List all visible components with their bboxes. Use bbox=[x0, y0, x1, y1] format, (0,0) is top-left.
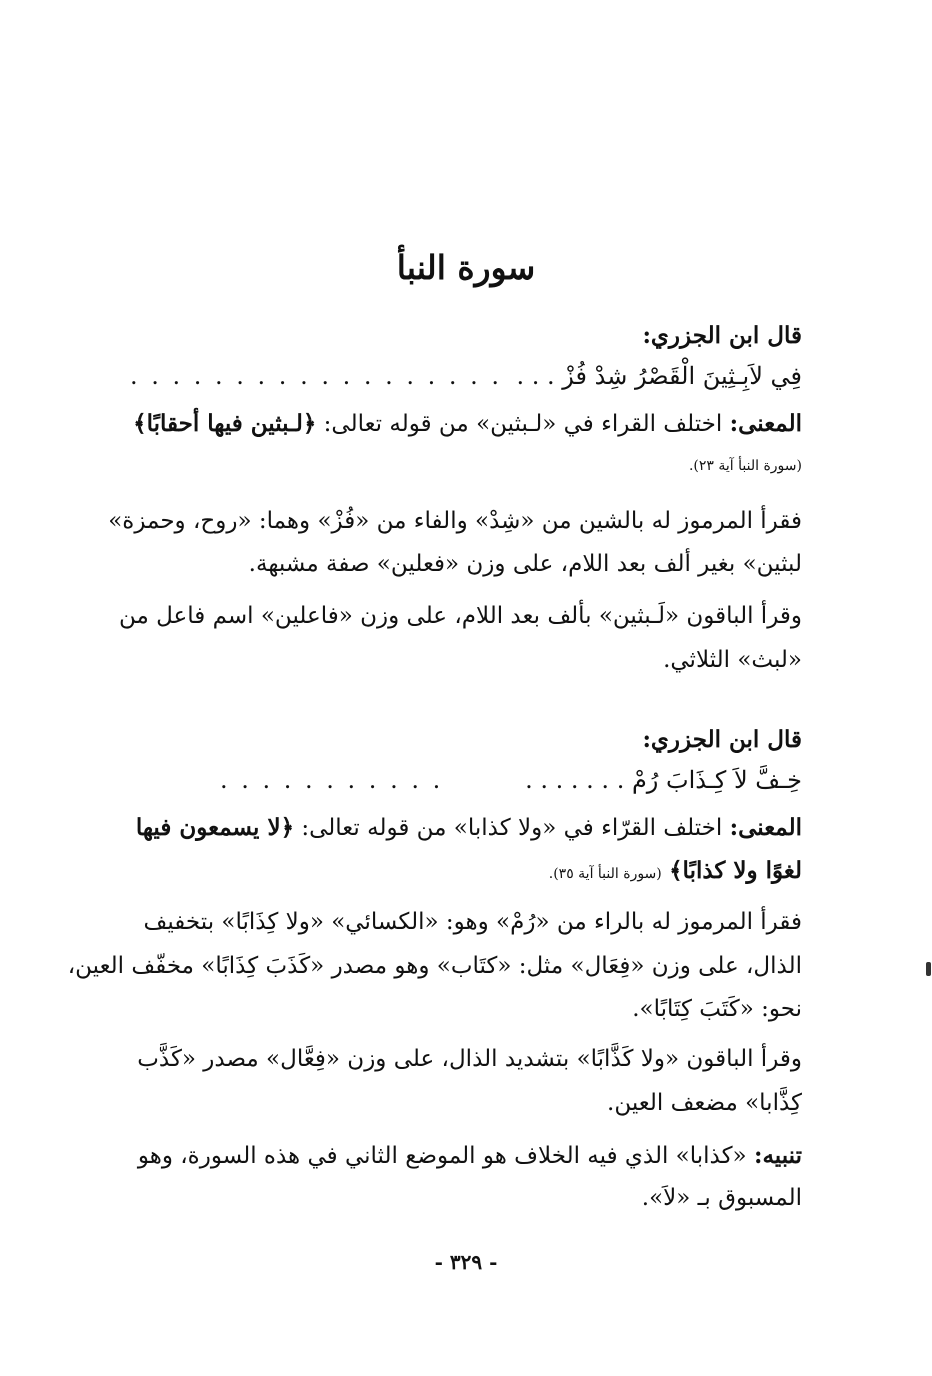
section2-note-line1 bbox=[130, 1142, 802, 1171]
section1-meaning-quote: ﴿لـبثين فيها أحقابًا﴾ bbox=[133, 410, 317, 437]
section2-meaning-label: المعنى: bbox=[729, 814, 802, 841]
section1-reference: (سورة النبأ آية ٢٣). bbox=[688, 458, 802, 474]
section1-heading: قال ابن الجزري: bbox=[642, 322, 802, 349]
section2-meaning-line1 bbox=[130, 814, 802, 843]
section2-meaning-line2 bbox=[130, 857, 802, 886]
section1-verse bbox=[130, 362, 802, 390]
section2-para2-line2: كِذَّابا» مضعف العين. bbox=[607, 1090, 802, 1116]
section2-para1-line3: نحو: «كَتَبَ كِتَابًا». bbox=[632, 996, 802, 1022]
section1-para1-line2: لبثين» بغير ألف بعد اللام، على وزن «فعلين» صفة مشبهة. bbox=[248, 551, 802, 577]
section2-verse-dots: . . . . . . . . . . . bbox=[220, 766, 444, 794]
section2-meaning-text: اختلف القرّاء في «ولا كذابا» من قوله تعالى: bbox=[294, 815, 730, 841]
section1-para2-line2: «لبث» الثلاثي. bbox=[663, 647, 802, 673]
section2-note-text: «كذابا» الذي فيه الخلاف هو الموضع الثاني في هذه السورة، وهو bbox=[137, 1143, 754, 1169]
section2-verse bbox=[130, 766, 802, 794]
section1-para2-line1: وقرأ الباقون «لَـبثين» بألف بعد اللام، على وزن «فاعلين» اسم فاعل من bbox=[118, 603, 802, 629]
page-title: سورة النبأ bbox=[396, 248, 536, 287]
section2-para1-line2: الذال، على وزن «فِعَال» مثل: «كتَاب» وهو مصدر «كَذَبَ كِذَابًا» مخفّف العين، bbox=[67, 953, 802, 979]
section1-meaning bbox=[130, 410, 802, 439]
page-edge-mark bbox=[926, 962, 931, 976]
section1-meaning-label: المعنى: bbox=[729, 410, 802, 437]
section2-reference: (سورة النبأ آية ٣٥). bbox=[548, 866, 662, 882]
section2-note-label: تنبيه: bbox=[753, 1142, 802, 1169]
section2-para1-line1: فقرأ المرموز له بالراء من «رُمْ» وهو: «الكسائي» «ولا كِذَابًا» بتخفيف bbox=[143, 909, 802, 935]
section2-meaning-quote-part1: ﴿لا يسمعون فيها bbox=[135, 814, 295, 841]
section2-note-line2: المسبوق بـ «لاَ». bbox=[641, 1185, 802, 1211]
section1-para1-line1: فقرأ المرموز له بالشين من «شِدْ» والفاء من «فُزْ» وهما: «روح، وحمزة» bbox=[108, 508, 802, 534]
section1-meaning-text: اختلف القراء في «لـبثين» من قوله تعالى: bbox=[316, 411, 730, 437]
section2-verse-text: خِـفَّ لاَ كِـذَابَ رُمْ . . . . . . . bbox=[525, 766, 802, 794]
section1-verse-dots: . . . . . . . . . . . . . . . . . . bbox=[130, 362, 503, 390]
page-number: - ٣٢٩ - bbox=[434, 1250, 498, 1274]
section2-heading: قال ابن الجزري: bbox=[642, 726, 802, 753]
section2-meaning-quote-part2: لغوًا ولا كذابًا﴾ bbox=[669, 857, 802, 884]
section1-verse-text: فِي لاَبِـثِينَ الْقَصْرُ شِدْ فُزْ . . . bbox=[516, 362, 802, 390]
section2-para2-line1: وقرأ الباقون «ولا كَذَّابًا» بتشديد الذال، على وزن «فِعَّال» مصدر «كَذَّب bbox=[137, 1046, 802, 1072]
